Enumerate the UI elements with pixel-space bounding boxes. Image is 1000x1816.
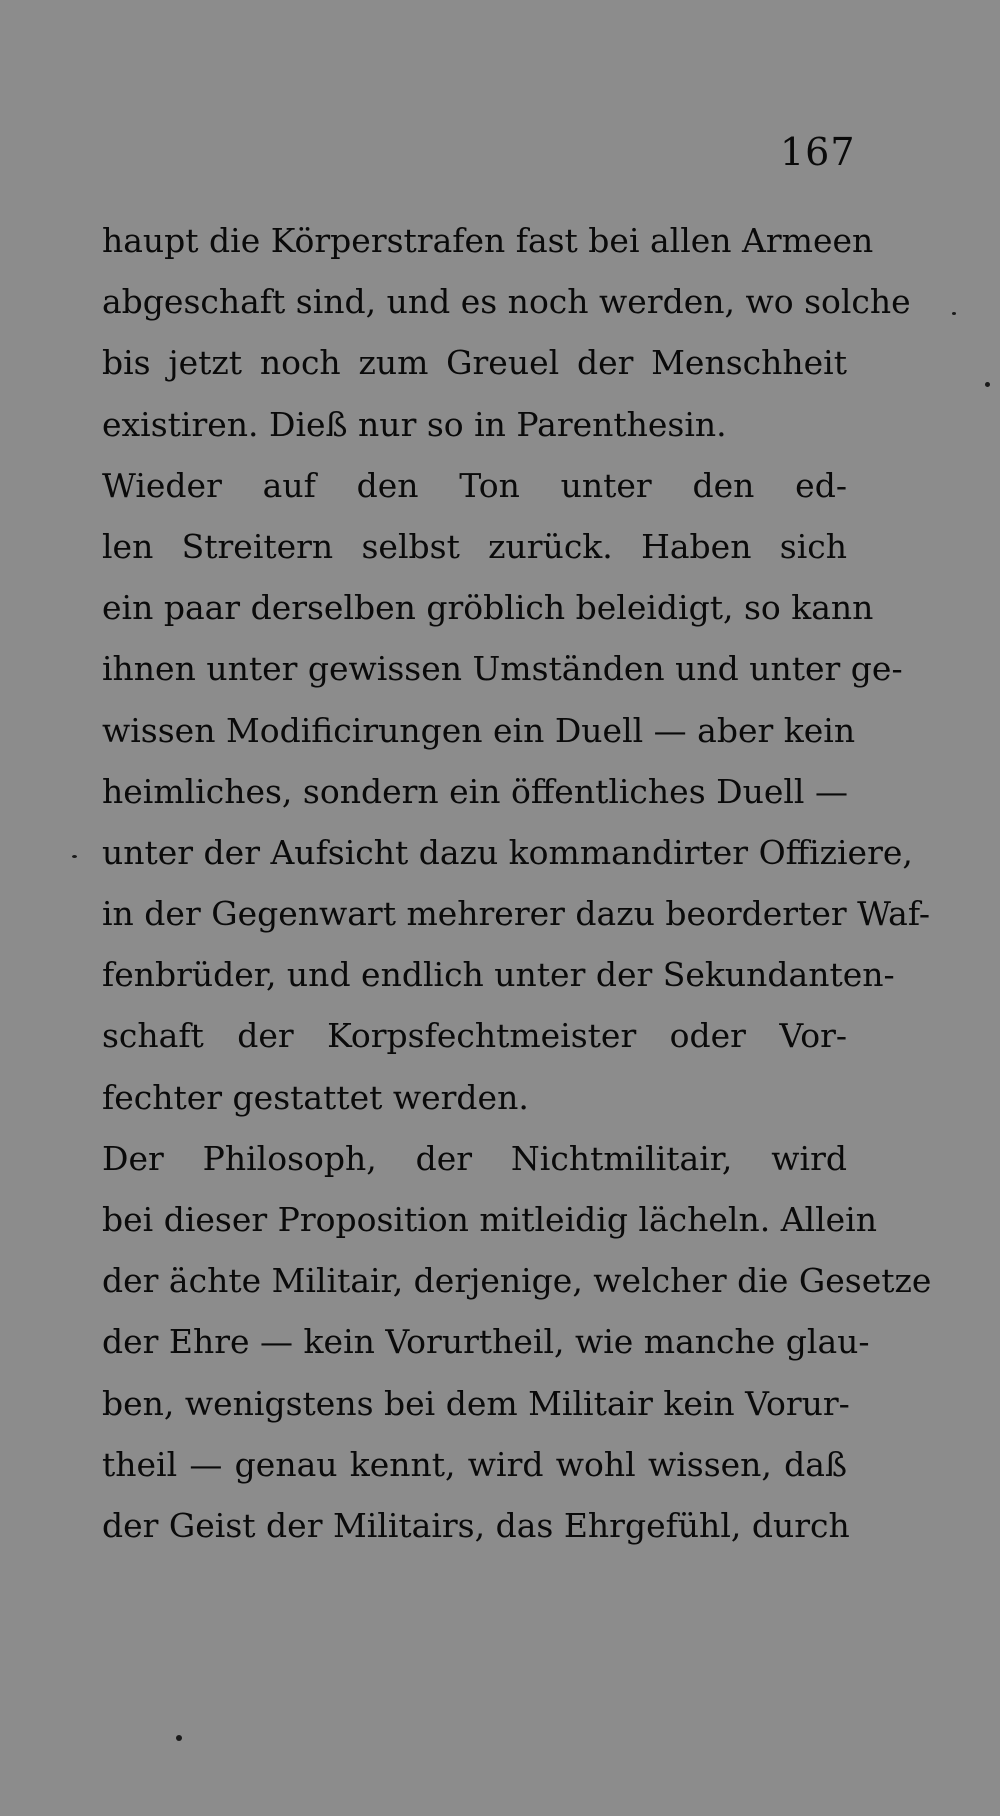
text-line: Wieder auf den Ton unter den ed- xyxy=(102,465,847,505)
text-line: fenbrüder, und endlich unter der Sekundanten- xyxy=(102,955,895,995)
text-line: Der Philosoph, der Nichtmilitair, wird xyxy=(102,1138,847,1178)
text-line: haupt die Körperstrafen fast bei allen Armeen xyxy=(102,221,874,260)
scan-speck xyxy=(176,1735,182,1741)
body-text xyxy=(102,210,932,1556)
text-line: fechter gestattet werden. xyxy=(102,1077,529,1117)
text-line: der Ehre — kein Vorurtheil, wie manche glau- xyxy=(102,1322,870,1362)
scan-speck xyxy=(952,312,956,315)
text-line: schaft der Korpsfechtmeister oder Vor- xyxy=(102,1016,847,1056)
scan-speck xyxy=(985,382,990,387)
text-line: len Streitern selbst zurück. Haben sich xyxy=(102,526,847,566)
text-line: ein paar derselben gröblich beleidigt, so kann xyxy=(102,588,874,628)
text-line: abgeschaft sind, und es noch werden, wo solche xyxy=(102,282,911,322)
text-line: der Geist der Militairs, das Ehrgefühl, durch xyxy=(102,1505,850,1545)
text-line: bis jetzt noch zum Greuel der Menschheit xyxy=(102,343,847,383)
page-number: 167 xyxy=(780,130,856,174)
text-line: der ächte Militair, derjenige, welcher die Gesetze xyxy=(102,1261,932,1301)
text-line: existiren. Dieß nur so in Parenthesin. xyxy=(102,404,727,444)
text-line: unter der Aufsicht dazu kommandirter Offiziere, xyxy=(102,832,913,872)
text-line: theil — genau kennt, wird wohl wissen, daß xyxy=(102,1444,847,1484)
text-line: bei dieser Proposition mitleidig lächeln. Allein xyxy=(102,1200,877,1239)
text-line: heimliches, sondern ein öffentliches Duell — xyxy=(102,771,848,811)
scan-speck xyxy=(72,855,77,858)
text-line: in der Gegenwart mehrerer dazu beorderter Waf- xyxy=(102,894,931,934)
text-line: wissen Modificirungen ein Duell — aber kein xyxy=(102,710,856,750)
text-line: ihnen unter gewissen Umständen und unter ge- xyxy=(102,649,903,689)
text-line: ben, wenigstens bei dem Militair kein Vorur- xyxy=(102,1383,850,1423)
